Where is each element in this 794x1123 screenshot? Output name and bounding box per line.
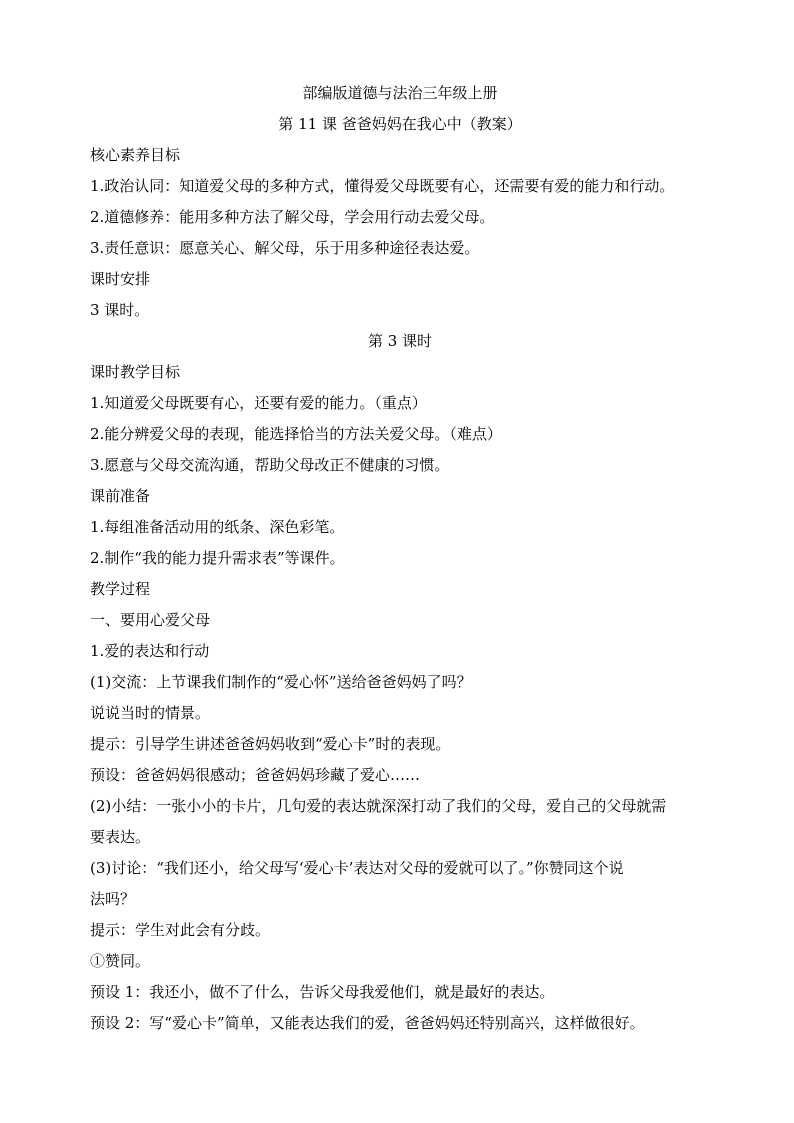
- schedule-heading: 课时安排: [90, 270, 151, 288]
- paragraph: (3)讨论：“我们还小，给父母写‘爱心卡’表达对父母的爱就可以了。”你赞同这个说: [90, 859, 624, 877]
- lesson-goal-item: 3.愿意与父母交流沟通，帮助父母改正不健康的习惯。: [90, 456, 450, 474]
- core-goal-item: 1.政治认同：知道爱父母的多种方式，懂得爱父母既要有心，还需要有爱的能力和行动。: [90, 177, 675, 195]
- paragraph: 提示：学生对此会有分歧。: [90, 921, 271, 939]
- subpart-heading: 1.爱的表达和行动: [90, 642, 210, 660]
- schedule-value: 3 课时。: [90, 301, 150, 319]
- prep-item: 1.每组准备活动用的纸条、深色彩笔。: [90, 518, 345, 536]
- paragraph: 提示：引导学生讲述爸爸妈妈收到“爱心卡”时的表现。: [90, 735, 451, 753]
- prep-item: 2.制作“我的能力提升需求表”等课件。: [90, 549, 345, 567]
- lesson-goal-item: 2.能分辨爱父母的表现，能选择恰当的方法关爱父母。（难点）: [90, 425, 502, 443]
- lesson-goals-heading: 课时教学目标: [90, 363, 181, 381]
- paragraph: 预设：爸爸妈妈很感动；爸爸妈妈珍藏了爱心……: [90, 766, 421, 784]
- paragraph: (2)小结：一张小小的卡片，几句爱的表达就深深打动了我们的父母，爱自己的父母就需: [90, 797, 667, 815]
- document-subtitle: 第 11 课 爸爸妈妈在我心中（教案）: [278, 115, 522, 133]
- process-heading: 教学过程: [90, 580, 151, 598]
- paragraph: (1)交流：上节课我们制作的“爱心怀”送给爸爸妈妈了吗？: [90, 673, 472, 691]
- core-goals-heading: 核心素养目标: [90, 146, 181, 164]
- prep-heading: 课前准备: [90, 487, 151, 505]
- paragraph: 要表达。: [90, 828, 151, 846]
- lesson-goal-item: 1.知道爱父母既要有心，还要有爱的能力。（重点）: [90, 394, 427, 412]
- core-goal-item: 3.责任意识：愿意关心、解父母，乐于用多种途径表达爱。: [90, 239, 480, 257]
- core-goal-item: 2.道德修养：能用多种方法了解父母，学会用行动去爱父母。: [90, 208, 495, 226]
- paragraph: 预设 1：我还小，做不了什么，告诉父母我爱他们，就是最好的表达。: [90, 983, 555, 1001]
- paragraph: 说说当时的情景。: [90, 704, 211, 722]
- lesson-heading: 第 3 课时: [367, 332, 433, 350]
- paragraph: 法吗？: [90, 890, 136, 908]
- document-title: 部编版道德与法治三年级上册: [302, 84, 498, 102]
- part-heading: 一、要用心爱父母: [90, 611, 211, 629]
- paragraph: 预设 2：写“爱心卡”简单，又能表达我们的爱，爸爸妈妈还特别高兴，这样做很好。: [90, 1014, 645, 1032]
- paragraph: ①赞同。: [90, 952, 151, 970]
